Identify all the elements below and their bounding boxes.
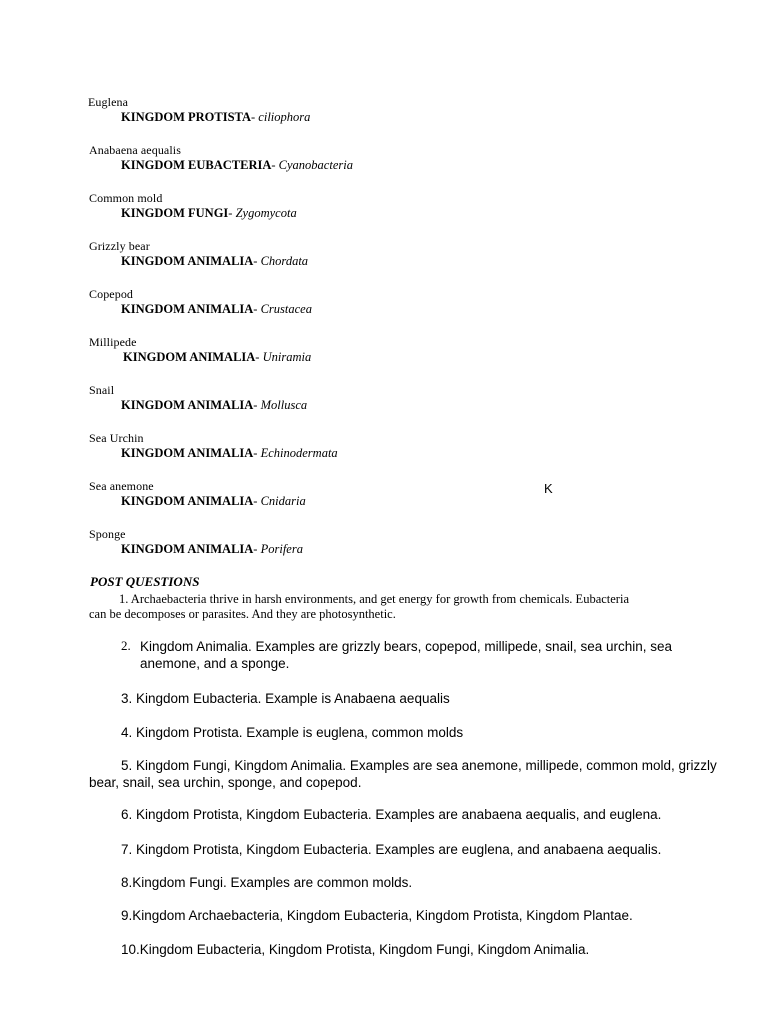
organism-name: Millipede [89, 335, 137, 349]
kingdom-label: KINGDOM EUBACTERIA [121, 158, 272, 172]
separator: - [255, 350, 263, 364]
phylum-label: Cnidaria [260, 494, 306, 508]
separator: - [228, 206, 236, 220]
answer-1-line-1: 1. Archaebacteria thrive in harsh environments, and get energy for growth from chemicals. Eubacteria [119, 592, 629, 606]
kingdom-label: KINGDOM ANIMALIA [121, 542, 254, 556]
answer-10: 10.Kingdom Eubacteria, Kingdom Protista, Kingdom Fungi, Kingdom Animalia. [121, 942, 590, 957]
kingdom-label: KINGDOM PROTISTA [121, 110, 251, 124]
classification-line [123, 350, 311, 365]
answer-7: 7. Kingdom Protista, Kingdom Eubacteria. Examples are euglena, and anabaena aequalis. [121, 842, 662, 857]
organism-name: Sponge [89, 527, 126, 541]
kingdom-label: KINGDOM ANIMALIA [121, 398, 254, 412]
separator: - [253, 494, 261, 508]
classification-line [121, 446, 338, 461]
separator: - [253, 542, 261, 556]
kingdom-label: KINGDOM ANIMALIA [121, 302, 254, 316]
separator: - [253, 398, 261, 412]
organism-name: Sea anemone [89, 479, 154, 493]
phylum-label: Chordata [260, 254, 309, 268]
phylum-label: Crustacea [260, 302, 312, 316]
classification-line [121, 494, 306, 509]
phylum-label: Cyanobacteria [278, 158, 353, 172]
post-questions-heading: POST QUESTIONS [90, 574, 200, 589]
separator: - [271, 158, 279, 172]
classification-line [121, 542, 303, 557]
phylum-label: Porifera [260, 542, 303, 556]
organism-name: Common mold [89, 191, 163, 205]
answer-8: 8.Kingdom Fungi. Examples are common molds. [121, 875, 413, 890]
answer-2-text: Kingdom Animalia. Examples are grizzly bears, copepod, millipede, snail, sea urchin, sea anemone, and a sponge. [140, 639, 673, 671]
phylum-label: Uniramia [262, 350, 312, 364]
phylum-label: Mollusca [260, 398, 308, 412]
phylum-label: Echinodermata [260, 446, 338, 460]
classification-line [121, 206, 297, 221]
answer-5 [89, 757, 739, 791]
answer-2-number: 2. [121, 638, 131, 653]
separator: - [253, 254, 261, 268]
organism-name: Grizzly bear [89, 239, 150, 253]
organism-name: Sea Urchin [89, 431, 144, 445]
classification-line [121, 398, 307, 413]
kingdom-label: KINGDOM ANIMALIA [121, 446, 254, 460]
stray-mark: K [544, 481, 553, 496]
classification-line [121, 302, 312, 317]
separator: - [253, 446, 261, 460]
answer-6: 6. Kingdom Protista, Kingdom Eubacteria. Examples are anabaena aequalis, and euglena. [121, 807, 662, 822]
organism-name: Snail [89, 383, 115, 397]
kingdom-label: KINGDOM ANIMALIA [121, 254, 254, 268]
classification-line [121, 158, 353, 173]
answer-1-line-2: can be decomposes or parasites. And they are photosynthetic. [89, 607, 396, 621]
classification-line [121, 254, 308, 269]
kingdom-label: KINGDOM ANIMALIA [123, 350, 256, 364]
answer-3: 3. Kingdom Eubacteria. Example is Anabaena aequalis [121, 691, 450, 706]
classification-line [121, 110, 310, 125]
kingdom-label: KINGDOM FUNGI [121, 206, 229, 220]
separator: - [253, 302, 261, 316]
kingdom-label: KINGDOM ANIMALIA [121, 494, 254, 508]
answer-9: 9.Kingdom Archaebacteria, Kingdom Eubacteria, Kingdom Protista, Kingdom Plantae. [121, 908, 633, 923]
phylum-label: ciliophora [258, 110, 311, 124]
answer-4: 4. Kingdom Protista. Example is euglena, common molds [121, 725, 464, 740]
answer-5-text: 5. Kingdom Fungi, Kingdom Animalia. Examples are sea anemone, millipede, common mold, grizzly bear, snail, sea urchin, sponge, and copepod. [89, 758, 717, 790]
organism-name: Anabaena aequalis [89, 143, 181, 157]
phylum-label: Zygomycota [235, 206, 297, 220]
separator: - [251, 110, 259, 124]
organism-name: Euglena [88, 95, 129, 109]
organism-name: Copepod [89, 287, 134, 301]
